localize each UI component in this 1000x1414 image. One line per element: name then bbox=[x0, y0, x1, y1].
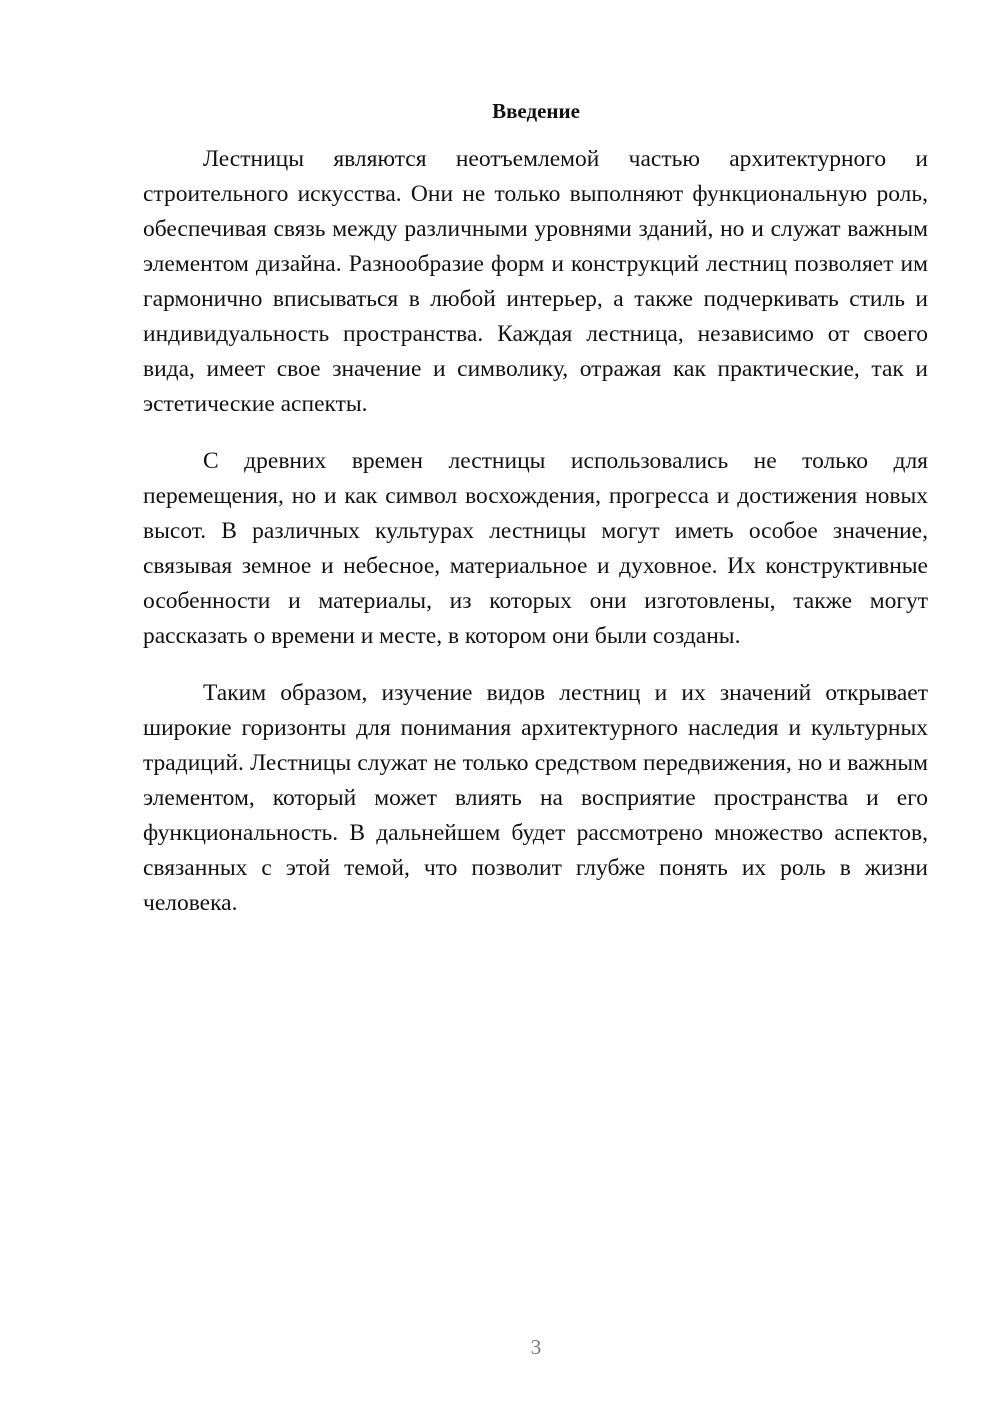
page-number: 3 bbox=[530, 1335, 542, 1359]
body-text bbox=[143, 142, 928, 943]
page-title: Введение bbox=[492, 99, 580, 123]
paragraph-1: Лестницы являются неотъемлемой частью архитектурного и строительного искусства. Они не только выполняют функциональную роль, обеспечивая связь между различными уровнями зданий, но и служат важным элементом дизайна. Разнообразие форм и конструкций лестниц позволяет им гармонично вписываться в любой интерьер, а также подчеркивать стиль и индивидуальность пространства. Каждая лестница, независимо от своего вида, имеет свое значение и символику, отражая как практические, так и эстетические аспекты. bbox=[143, 146, 928, 417]
paragraph-2: С древних времен лестницы использовались не только для перемещения, но и как символ восхождения, прогресса и достижения новых высот. В различных культурах лестницы могут иметь особое значение, связывая земное и небесное, материальное и духовное. Их конструктивные особенности и материалы, из которых они изготовлены, также могут рассказать о времени и месте, в котором они были созданы. bbox=[143, 448, 928, 649]
paragraph-3: Таким образом, изучение видов лестниц и их значений открывает широкие горизонты для понимания архитектурного наследия и культурных традиций. Лестницы служат не только средством передвижения, но и важным элементом, который может влиять на восприятие пространства и его функциональность. В дальнейшем будет рассмотрено множество аспектов, связанных с этой темой, что позволит глубже понять их роль в жизни человека. bbox=[143, 680, 928, 916]
